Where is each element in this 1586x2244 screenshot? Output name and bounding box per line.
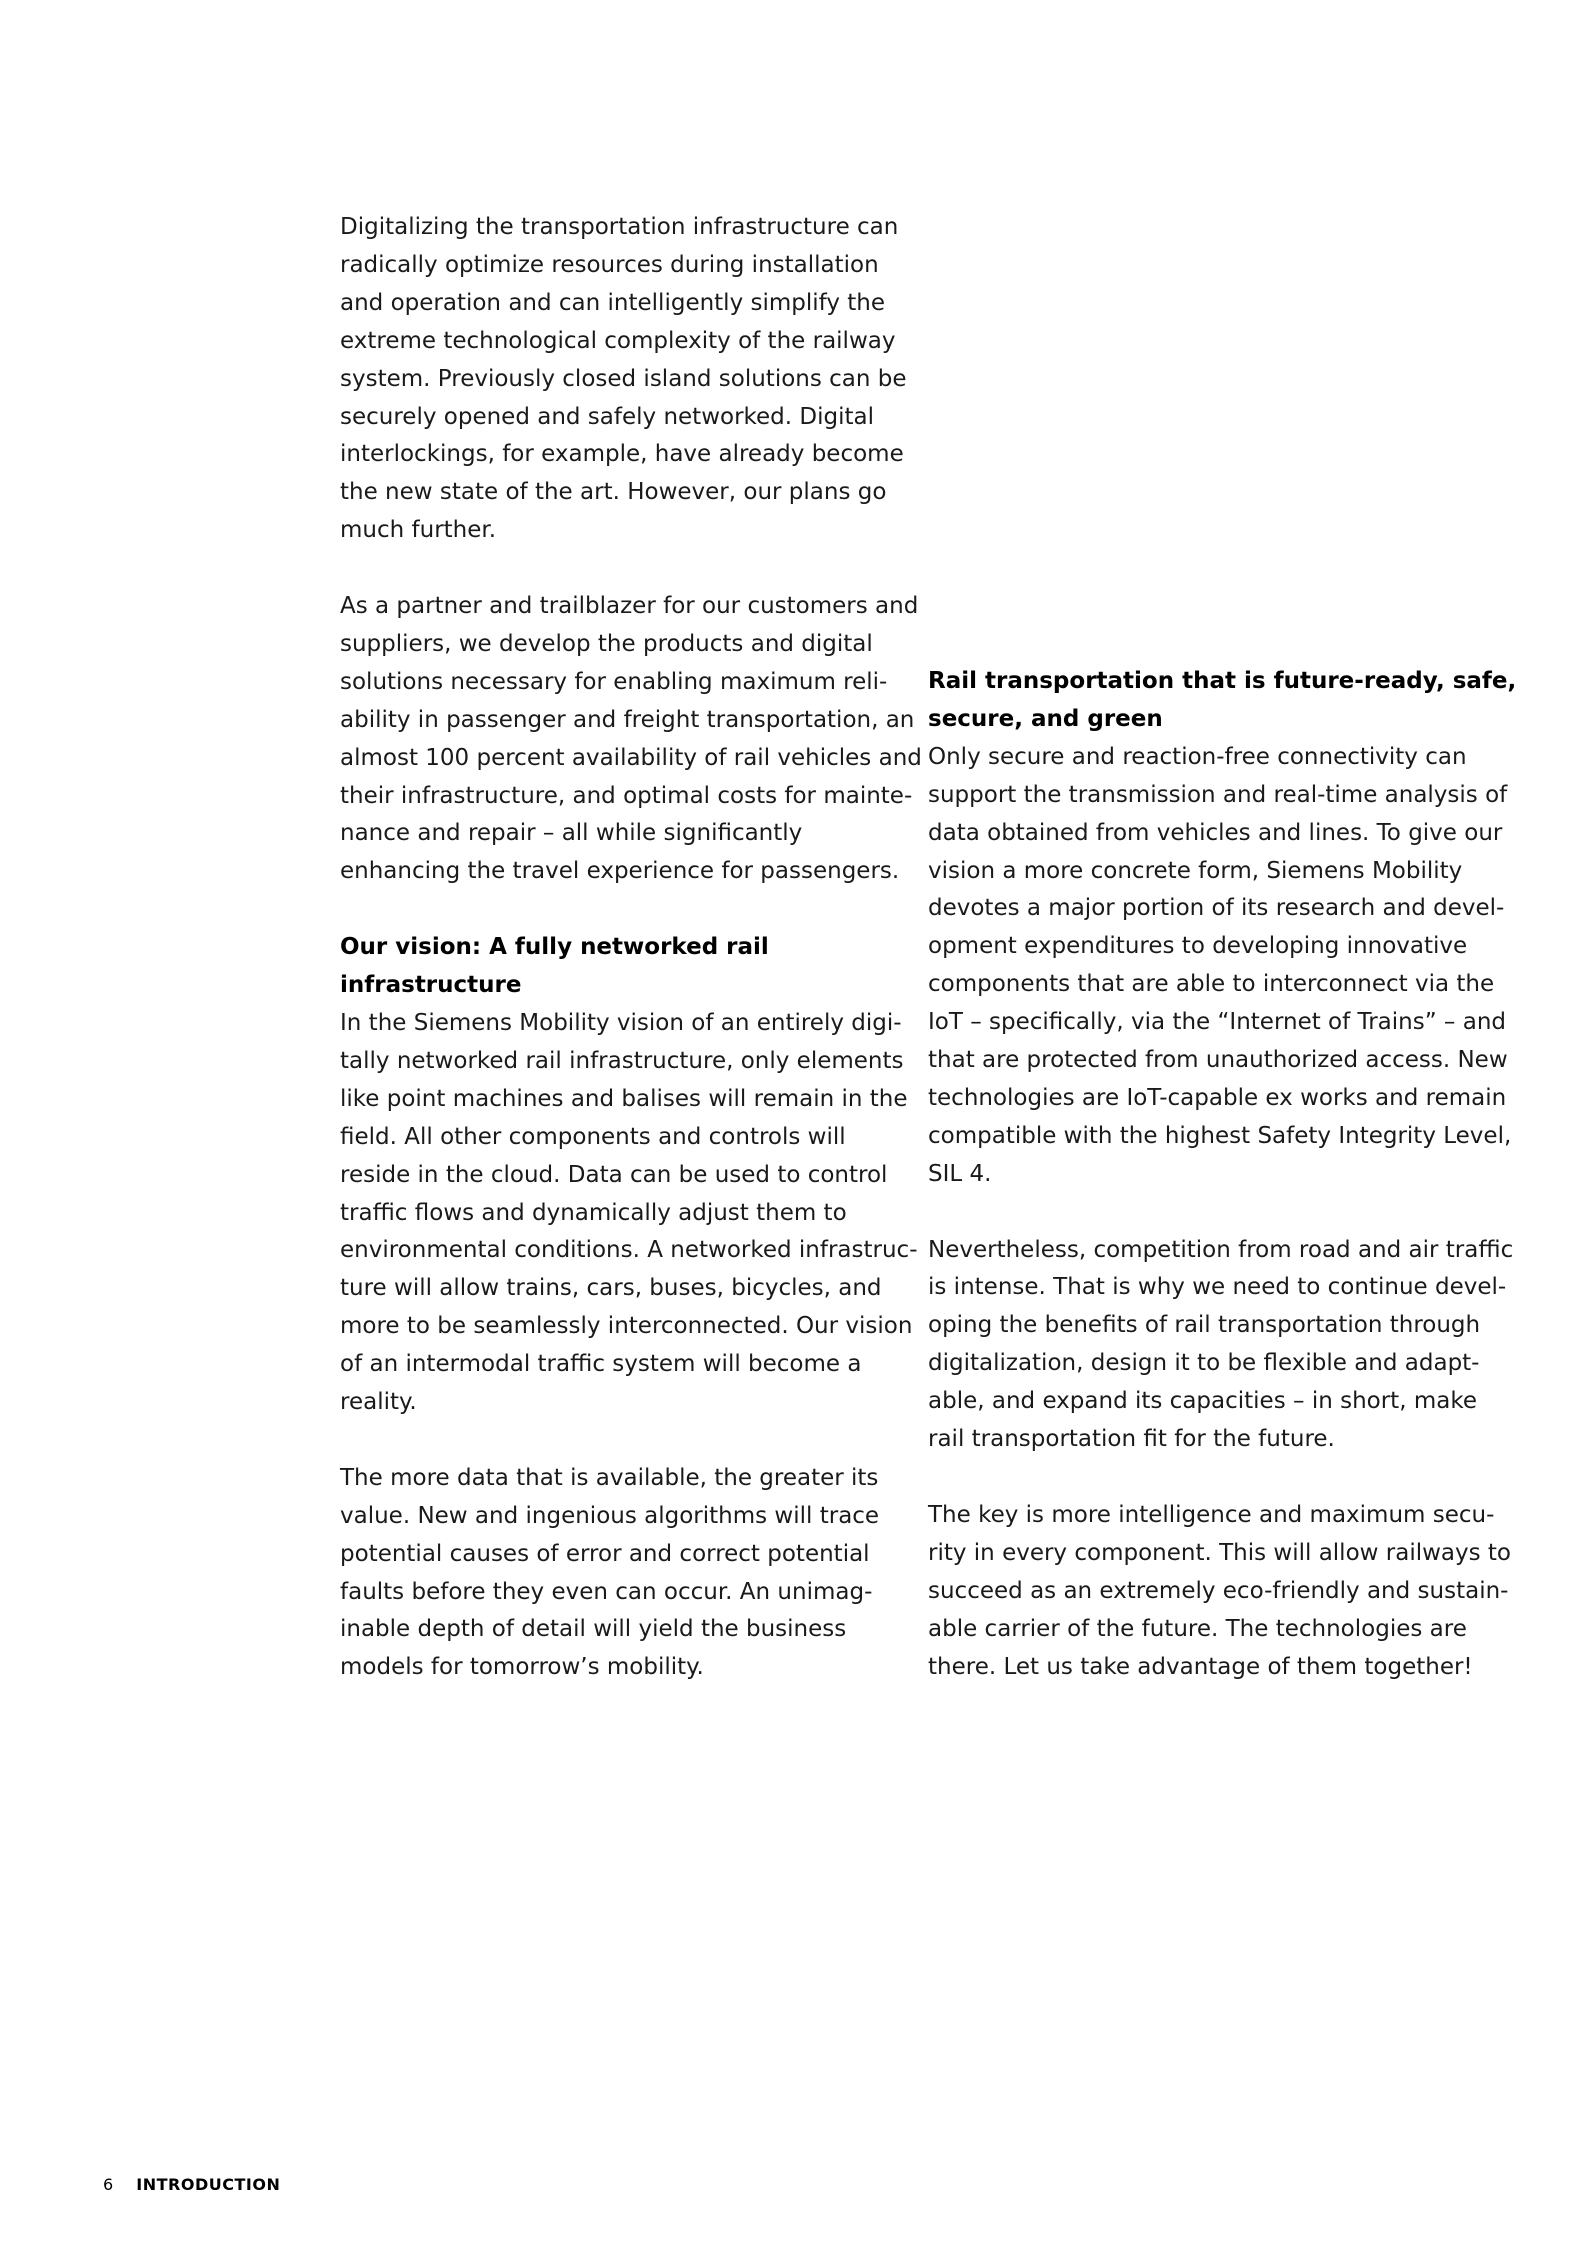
text-line: their infrastructure, and optimal costs for mainte- bbox=[340, 782, 913, 809]
text-line: tally networked rail infrastructure, only elements bbox=[340, 1047, 904, 1074]
text-line: devotes a major portion of its research and devel- bbox=[928, 895, 1505, 922]
key-intelligence-paragraph bbox=[928, 1497, 1511, 1687]
text-line: able carrier of the future. The technologies are bbox=[928, 1615, 1467, 1642]
text-line: Nevertheless, competition from road and air traffic bbox=[928, 1236, 1514, 1263]
text-line: able, and expand its capacities – in short, make bbox=[928, 1388, 1477, 1415]
text-line: The key is more intelligence and maximum secu- bbox=[928, 1501, 1495, 1528]
text-line: infrastructure bbox=[340, 972, 522, 999]
text-line: suppliers, we develop the products and digital bbox=[340, 630, 873, 657]
text-line: digitalization, design it to be flexible and adapt- bbox=[928, 1350, 1480, 1377]
text-line: SIL 4. bbox=[928, 1160, 992, 1187]
text-line: rity in every component. This will allow railways to bbox=[928, 1539, 1511, 1566]
text-line: rail transportation fit for the future. bbox=[928, 1426, 1335, 1453]
text-line: solutions necessary for enabling maximum reli- bbox=[340, 668, 888, 695]
text-line: models for tomorrow’s mobility. bbox=[340, 1654, 704, 1681]
text-line: that are protected from unauthorized access. New bbox=[928, 1047, 1508, 1074]
paragraph-spacer bbox=[928, 1194, 1496, 1232]
text-line: like point machines and balises will remain in the bbox=[340, 1085, 908, 1112]
text-line: is intense. That is why we need to continue devel- bbox=[928, 1274, 1507, 1301]
paragraph-spacer bbox=[340, 891, 900, 929]
vision-heading bbox=[340, 929, 900, 1005]
text-line: vision a more concrete form, Siemens Mobility bbox=[928, 857, 1463, 884]
text-line: opment expenditures to developing innovative bbox=[928, 933, 1468, 960]
text-line: succeed as an extremely eco-friendly and sustain- bbox=[928, 1577, 1509, 1604]
text-line: IoT – specifically, via the “Internet of Trains” – and bbox=[928, 1009, 1507, 1036]
right-column bbox=[928, 663, 1517, 1686]
text-line: nance and repair – all while significantly bbox=[340, 820, 803, 847]
text-line: of an intermodal traffic system will become a bbox=[340, 1351, 862, 1378]
partner-paragraph bbox=[340, 588, 922, 891]
text-line: environmental conditions. A networked infrastruc- bbox=[340, 1237, 918, 1264]
text-line: system. Previously closed island solutions can be bbox=[340, 365, 907, 392]
text-line: Only secure and reaction-free connectivity can bbox=[928, 743, 1467, 770]
text-line: components that are able to interconnect via the bbox=[928, 971, 1495, 998]
text-line: almost 100 percent availability of rail vehicles and bbox=[340, 744, 922, 771]
paragraph-spacer bbox=[340, 1422, 900, 1460]
text-line: secure, and green bbox=[928, 705, 1163, 732]
connectivity-paragraph bbox=[928, 739, 1512, 1194]
text-line: The more data that is available, the greater its bbox=[340, 1464, 879, 1491]
text-line: interlockings, for example, have already become bbox=[340, 441, 904, 468]
text-line: potential causes of error and correct potential bbox=[340, 1540, 870, 1567]
text-line: reside in the cloud. Data can be used to control bbox=[340, 1161, 888, 1188]
vision-paragraph bbox=[340, 1005, 918, 1422]
future-ready-heading bbox=[928, 663, 1517, 739]
paragraph-spacer bbox=[340, 550, 900, 588]
text-line: Our vision: A fully networked rail bbox=[340, 934, 769, 961]
competition-paragraph bbox=[928, 1232, 1514, 1459]
page-number: 6 bbox=[103, 2175, 114, 2194]
text-line: securely opened and safely networked. Digital bbox=[340, 403, 874, 430]
text-line: much further. bbox=[340, 517, 497, 544]
page-footer bbox=[103, 2175, 280, 2195]
intro-paragraph bbox=[340, 209, 907, 550]
text-line: Digitalizing the transportation infrastructure can bbox=[340, 214, 899, 240]
text-line: In the Siemens Mobility vision of an entirely digi- bbox=[340, 1010, 902, 1036]
text-line: compatible with the highest Safety Integrity Level, bbox=[928, 1122, 1512, 1149]
paragraph-spacer bbox=[928, 1459, 1496, 1497]
text-line: more to be seamlessly interconnected. Our vision bbox=[340, 1313, 913, 1340]
text-line: radically optimize resources during installation bbox=[340, 251, 879, 278]
text-line: support the transmission and real-time analysis of bbox=[928, 781, 1508, 808]
text-line: and operation and can intelligently simplify the bbox=[340, 289, 886, 316]
text-line: Rail transportation that is future-ready, safe, bbox=[928, 668, 1517, 694]
text-line: oping the benefits of rail transportation through bbox=[928, 1312, 1481, 1339]
text-line: ture will allow trains, cars, buses, bicycles, and bbox=[340, 1275, 882, 1302]
data-value-paragraph bbox=[340, 1460, 900, 1687]
left-column bbox=[340, 209, 922, 1687]
text-line: As a partner and trailblazer for our customers and bbox=[340, 593, 919, 620]
text-line: inable depth of detail will yield the business bbox=[340, 1616, 847, 1643]
text-line: field. All other components and controls will bbox=[340, 1123, 846, 1150]
text-line: extreme technological complexity of the railway bbox=[340, 327, 896, 354]
text-line: the new state of the art. However, our plans go bbox=[340, 479, 887, 506]
text-line: data obtained from vehicles and lines. To give our bbox=[928, 819, 1503, 846]
text-line: enhancing the travel experience for passengers. bbox=[340, 858, 900, 885]
text-line: faults before they even can occur. An unimag- bbox=[340, 1578, 873, 1605]
text-line: technologies are IoT-capable ex works and remain bbox=[928, 1084, 1507, 1111]
text-line: reality. bbox=[340, 1389, 417, 1416]
text-line: value. New and ingenious algorithms will trace bbox=[340, 1502, 880, 1529]
text-line: traffic flows and dynamically adjust them to bbox=[340, 1199, 847, 1226]
text-line: ability in passenger and freight transportation, an bbox=[340, 706, 915, 733]
section-label: INTRODUCTION bbox=[136, 2175, 281, 2194]
text-line: there. Let us take advantage of them together! bbox=[928, 1653, 1473, 1680]
